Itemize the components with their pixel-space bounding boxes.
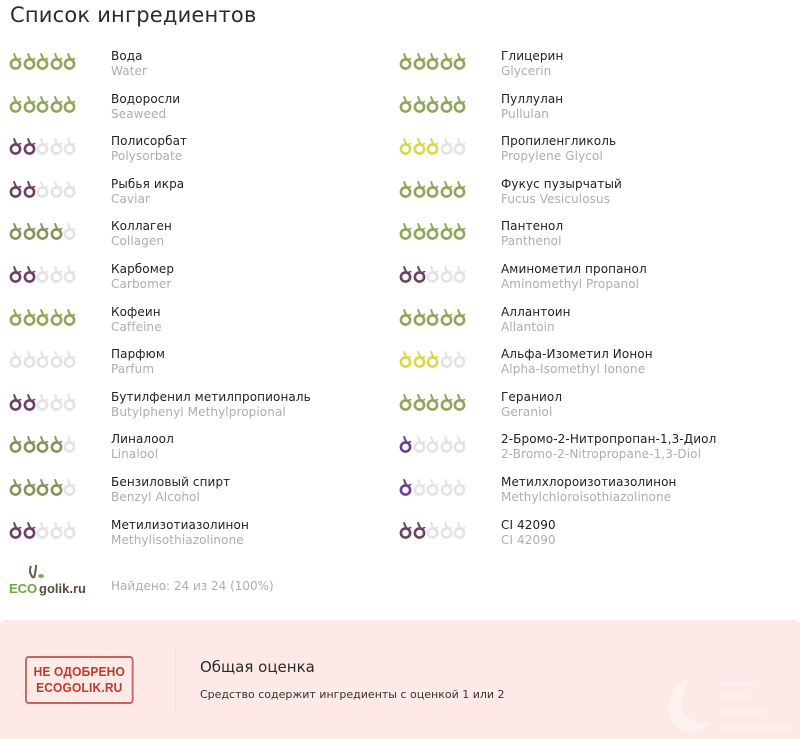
apple-empty-icon (63, 392, 76, 412)
apple-empty-icon (50, 349, 63, 369)
apple-filled-icon (399, 477, 412, 497)
apple-filled-icon (9, 520, 22, 540)
stamp-line1: НЕ ОДОБРЕНО (33, 664, 125, 679)
apple-filled-icon (399, 434, 412, 454)
apple-filled-icon (399, 94, 412, 114)
ingredient-item[interactable] (9, 518, 399, 561)
apple-filled-icon (426, 179, 439, 199)
apple-filled-icon (36, 94, 49, 114)
apple-empty-icon (50, 392, 63, 412)
ingredient-names (111, 390, 311, 420)
apple-filled-icon (36, 51, 49, 71)
ingredient-names (501, 49, 563, 79)
apple-empty-icon (440, 477, 453, 497)
apple-empty-icon (426, 434, 439, 454)
ingredient-names (111, 92, 180, 122)
ingredient-rating (9, 179, 76, 199)
apple-filled-icon (453, 51, 466, 71)
logo-rest-text: golik.ru (39, 581, 86, 596)
apple-filled-icon (399, 392, 412, 412)
ingredient-names (501, 475, 676, 505)
apple-filled-icon (23, 179, 36, 199)
ingredient-rating (399, 221, 466, 241)
ingredient-name-ru[interactable]: Парфюм (111, 347, 166, 362)
ingredient-names (501, 347, 653, 377)
ingredient-item[interactable] (9, 49, 399, 92)
apple-empty-icon (453, 520, 466, 540)
apple-filled-icon (399, 179, 412, 199)
ingredient-item[interactable] (9, 92, 399, 135)
ingredient-name-en: Pullulan (501, 106, 549, 121)
apple-filled-icon (413, 221, 426, 241)
ingredient-rating (9, 136, 76, 156)
apple-filled-icon (63, 94, 76, 114)
apple-filled-icon (9, 179, 22, 199)
ingredient-name-ru[interactable]: Коллаген (111, 219, 172, 234)
ingredient-rating (9, 392, 76, 412)
apple-filled-icon (23, 392, 36, 412)
ingredient-item[interactable] (399, 347, 789, 390)
apple-filled-icon (9, 264, 22, 284)
apple-filled-icon (413, 307, 426, 327)
apple-empty-icon (36, 392, 49, 412)
apple-filled-icon (453, 307, 466, 327)
ingredient-name-ru[interactable]: CI 42090 (501, 517, 556, 532)
apple-empty-icon (440, 136, 453, 156)
ingredient-name-en: Carbomer (111, 276, 172, 291)
ingredient-name-ru[interactable]: Пуллулан (501, 91, 564, 106)
apple-filled-icon (426, 51, 439, 71)
apple-filled-icon (63, 307, 76, 327)
ingredient-rating (399, 179, 466, 199)
apple-filled-icon (453, 392, 466, 412)
apple-filled-icon (23, 307, 36, 327)
apple-empty-icon (413, 477, 426, 497)
ecogolik-logo-image (9, 562, 99, 596)
apple-empty-icon (50, 264, 63, 284)
apple-empty-icon (426, 477, 439, 497)
ingredient-name-ru[interactable]: 2-Бромо-2-Нитропропан-1,3-Диол (501, 432, 717, 447)
ingredient-names (111, 518, 249, 548)
ingredient-item[interactable] (399, 134, 789, 177)
apple-filled-icon (9, 51, 22, 71)
ingredient-name-ru[interactable]: Полисорбат (111, 134, 188, 149)
apple-empty-icon (440, 349, 453, 369)
ingredient-name-ru[interactable]: Линалоол (111, 432, 174, 447)
ingredient-name-ru[interactable]: Водоросли (111, 91, 181, 106)
apple-filled-icon (399, 520, 412, 540)
apple-empty-icon (453, 477, 466, 497)
ingredient-name-en: Alpha-Isomethyl Ionone (501, 362, 646, 377)
ingredient-names (501, 262, 647, 292)
page-title: Список ингредиентов (10, 3, 257, 27)
ingredient-name-en: Benzyl Alcohol (111, 489, 200, 504)
apple-empty-icon (426, 520, 439, 540)
ingredient-rating (9, 434, 76, 454)
ingredient-name-ru[interactable]: Пропиленгликоль (501, 134, 617, 149)
apple-filled-icon (9, 136, 22, 156)
apple-filled-icon (9, 307, 22, 327)
ingredient-list-left (9, 49, 399, 560)
ingredient-names (111, 347, 165, 377)
summary-text: Средство содержит ингредиенты с оценкой 1 или 2 (200, 688, 505, 701)
apple-empty-icon (63, 520, 76, 540)
ingredient-item[interactable] (9, 177, 399, 220)
apple-filled-icon (36, 307, 49, 327)
ingredient-names (501, 134, 616, 164)
apple-filled-icon (413, 392, 426, 412)
watermark-icon (648, 672, 798, 738)
apple-filled-icon (399, 221, 412, 241)
logo-eco-text: ECO (9, 581, 38, 596)
ingredient-name-ru[interactable]: Бутилфенил метилпропиональ (111, 389, 311, 404)
apple-filled-icon (23, 520, 36, 540)
summary-title: Общая оценка (200, 658, 315, 676)
ingredient-name-en: Caffeine (111, 319, 162, 334)
apple-filled-icon (36, 477, 49, 497)
ingredient-name-ru[interactable]: Рыбья икра (111, 176, 185, 191)
apple-filled-icon (426, 392, 439, 412)
ingredient-item[interactable] (399, 219, 789, 262)
apple-empty-icon (36, 349, 49, 369)
found-count: Найдено: 24 из 24 (100%) (111, 579, 274, 593)
ingredient-name-en: Panthenol (501, 234, 562, 249)
apple-filled-icon (426, 221, 439, 241)
ingredient-rating (399, 349, 466, 369)
apple-filled-icon (23, 477, 36, 497)
apple-empty-icon (50, 136, 63, 156)
ingredient-name-ru[interactable]: Гераниол (501, 389, 563, 404)
ingredient-name-en: Parfum (111, 362, 155, 377)
apple-filled-icon (399, 307, 412, 327)
ingredient-names (111, 475, 230, 505)
apple-empty-icon (413, 434, 426, 454)
ingredient-rating (9, 51, 76, 71)
apple-filled-icon (426, 94, 439, 114)
apple-filled-icon (9, 434, 22, 454)
apple-filled-icon (440, 307, 453, 327)
apple-empty-icon (36, 264, 49, 284)
apple-filled-icon (36, 221, 49, 241)
apple-filled-icon (23, 94, 36, 114)
ingredient-names (501, 518, 556, 548)
apple-filled-icon (413, 51, 426, 71)
ingredient-names (501, 177, 622, 207)
apple-filled-icon (9, 477, 22, 497)
apple-filled-icon (440, 179, 453, 199)
ingredient-name-en: Allantoin (501, 319, 555, 334)
apple-filled-icon (440, 392, 453, 412)
ingredient-names (111, 177, 184, 207)
ingredient-rating (399, 307, 466, 327)
ingredient-name-en: 2-Bromo-2-Nitropropane-1,3-Diol (501, 447, 702, 462)
ingredient-rating (9, 477, 76, 497)
ingredient-names (111, 262, 174, 292)
apple-empty-icon (50, 520, 63, 540)
ingredient-name-en: Caviar (111, 191, 151, 206)
apple-filled-icon (453, 221, 466, 241)
ingredient-name-en: Polysorbate (111, 149, 183, 164)
ingredient-rating (399, 434, 466, 454)
ingredient-item[interactable] (399, 518, 789, 561)
ingredient-names (111, 219, 172, 249)
ingredient-names (501, 219, 563, 249)
ingredient-name-en: Methylchloroisothiazolinone (501, 489, 672, 504)
ingredient-item[interactable] (399, 177, 789, 220)
apple-empty-icon (440, 520, 453, 540)
ingredient-rating (9, 94, 76, 114)
apple-filled-icon (9, 392, 22, 412)
apple-filled-icon (50, 221, 63, 241)
ingredient-rating (399, 520, 466, 540)
ingredient-names (111, 305, 162, 335)
not-approved-stamp (25, 656, 134, 704)
apple-empty-icon (63, 179, 76, 199)
ingredient-rating (399, 264, 466, 284)
ingredient-names (501, 92, 563, 122)
ingredient-name-ru[interactable]: Глицерин (501, 49, 564, 63)
ingredient-item[interactable] (9, 347, 399, 390)
ingredient-item[interactable] (9, 390, 399, 433)
apple-filled-icon (426, 136, 439, 156)
ingredient-item[interactable] (399, 475, 789, 518)
apple-filled-icon (23, 434, 36, 454)
ingredient-rating (9, 349, 76, 369)
ingredient-name-ru[interactable]: Вода (111, 49, 143, 63)
apple-empty-icon (23, 349, 36, 369)
apple-empty-icon (440, 434, 453, 454)
ingredient-item[interactable] (9, 432, 399, 475)
ingredient-name-en: Linalool (111, 447, 159, 462)
ingredient-item[interactable] (399, 432, 789, 475)
summary-panel (0, 620, 800, 739)
ingredient-names (111, 134, 187, 164)
ingredient-item[interactable] (9, 219, 399, 262)
ingredient-item[interactable] (399, 49, 789, 92)
apple-filled-icon (413, 136, 426, 156)
ingredient-name-en: Geraniol (501, 404, 553, 419)
apple-filled-icon (399, 136, 412, 156)
apple-empty-icon (453, 349, 466, 369)
ingredient-name-en: Glycerin (501, 64, 552, 78)
apple-filled-icon (9, 221, 22, 241)
ingredient-item[interactable] (9, 475, 399, 518)
ingredient-item[interactable] (9, 134, 399, 177)
ingredient-list-right (399, 49, 789, 560)
apple-filled-icon (50, 51, 63, 71)
apple-empty-icon (36, 179, 49, 199)
ingredient-names (111, 49, 147, 79)
ingredient-item[interactable] (399, 262, 789, 305)
ingredient-names (501, 390, 562, 420)
apple-empty-icon (63, 477, 76, 497)
apple-empty-icon (63, 221, 76, 241)
ingredient-name-ru[interactable]: Метилизотиазолинон (111, 517, 249, 532)
apple-filled-icon (413, 264, 426, 284)
ingredient-rating (399, 477, 466, 497)
apple-filled-icon (440, 51, 453, 71)
ingredient-name-en: Aminomethyl Propanol (501, 276, 640, 291)
apple-empty-icon (453, 136, 466, 156)
ingredient-rating (9, 307, 76, 327)
apple-empty-icon (50, 179, 63, 199)
apple-filled-icon (413, 349, 426, 369)
ingredient-name-ru[interactable]: Аминометил пропанол (501, 261, 647, 276)
ingredient-names (501, 432, 716, 462)
ingredient-rating (399, 136, 466, 156)
ingredient-name-ru[interactable]: Метилхлороизотиазолинон (501, 474, 677, 489)
ingredient-item[interactable] (399, 390, 789, 433)
apple-empty-icon (440, 264, 453, 284)
ecogolik-logo[interactable] (9, 562, 99, 596)
apple-filled-icon (413, 94, 426, 114)
ingredient-name-en: Fucus Vesiculosus (501, 191, 611, 206)
apple-filled-icon (9, 94, 22, 114)
apple-empty-icon (453, 434, 466, 454)
ingredient-rating (399, 94, 466, 114)
apple-filled-icon (453, 94, 466, 114)
apple-filled-icon (23, 264, 36, 284)
apple-filled-icon (440, 221, 453, 241)
ingredient-rating (399, 392, 466, 412)
ingredient-name-ru[interactable]: Пантенол (501, 219, 564, 234)
ingredient-name-ru[interactable]: Альфа-Изометил Ионон (501, 347, 653, 362)
ingredient-item[interactable] (9, 305, 399, 348)
ingredient-name-en: Water (111, 64, 147, 78)
apple-filled-icon (50, 477, 63, 497)
apple-empty-icon (426, 264, 439, 284)
apple-empty-icon (9, 349, 22, 369)
apple-empty-icon (453, 264, 466, 284)
ingredient-names (501, 305, 571, 335)
ingredient-item[interactable] (399, 305, 789, 348)
apple-filled-icon (23, 136, 36, 156)
apple-filled-icon (413, 179, 426, 199)
apple-empty-icon (63, 136, 76, 156)
ingredient-names (111, 432, 174, 462)
apple-filled-icon (399, 264, 412, 284)
ingredient-rating (9, 221, 76, 241)
apple-filled-icon (399, 51, 412, 71)
ingredient-rating (9, 264, 76, 284)
apple-filled-icon (426, 349, 439, 369)
apple-filled-icon (23, 51, 36, 71)
apple-empty-icon (36, 520, 49, 540)
ingredient-rating (9, 520, 76, 540)
apple-filled-icon (50, 94, 63, 114)
apple-empty-icon (63, 264, 76, 284)
apple-empty-icon (63, 434, 76, 454)
ingredient-name-ru[interactable]: Кофеин (111, 304, 161, 319)
ingredient-item[interactable] (399, 92, 789, 135)
ingredient-name-ru[interactable]: Бензиловый спирт (111, 474, 231, 489)
ingredient-name-en: Collagen (111, 234, 165, 249)
ingredient-name-en: Seaweed (111, 106, 167, 121)
apple-filled-icon (399, 349, 412, 369)
apple-filled-icon (440, 94, 453, 114)
apple-filled-icon (426, 307, 439, 327)
ingredient-name-ru[interactable]: Карбомер (111, 261, 175, 276)
apple-filled-icon (23, 221, 36, 241)
apple-filled-icon (453, 179, 466, 199)
ingredient-item[interactable] (9, 262, 399, 305)
ingredient-name-en: CI 42090 (501, 532, 556, 547)
ingredient-name-en: Propylene Glycol (501, 149, 603, 164)
apple-filled-icon (50, 307, 63, 327)
ingredient-name-ru[interactable]: Фукус пузырчатый (501, 176, 622, 191)
ingredient-name-ru[interactable]: Аллантоин (501, 304, 571, 319)
apple-filled-icon (413, 520, 426, 540)
apple-filled-icon (36, 434, 49, 454)
ingredient-rating (399, 51, 466, 71)
apple-empty-icon (63, 349, 76, 369)
apple-filled-icon (50, 434, 63, 454)
ingredient-name-en: Methylisothiazolinone (111, 532, 244, 547)
stamp-line2: ECOGOLIK.RU (36, 680, 123, 695)
apple-empty-icon (36, 136, 49, 156)
summary-divider (175, 650, 176, 710)
ingredient-name-en: Butylphenyl Methylpropional (111, 404, 286, 419)
apple-filled-icon (63, 51, 76, 71)
